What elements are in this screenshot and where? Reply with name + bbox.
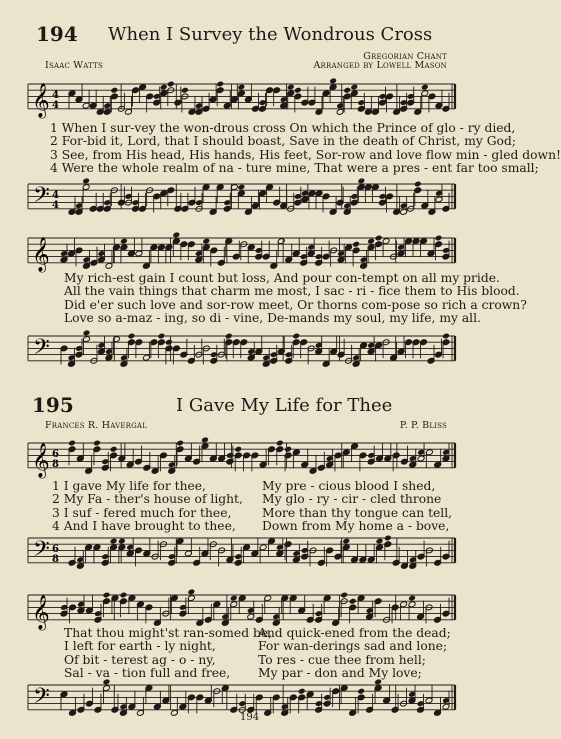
note-head [230,595,238,602]
note-head [181,87,189,94]
note-head [237,184,245,191]
verse-line: 4 Were the whole realm of na - ture mine, That were a pres - ent far too small; [50,160,539,175]
verse-line: Sal - va - tion full and free, [64,665,231,680]
verse-line: I left for earth - ly night, [64,639,216,654]
note-head [340,592,348,599]
note-head [421,84,429,91]
verse-line: All the vain things that charm me most, I sac - ri - fice them to His blood. [64,284,520,299]
note-head [187,589,195,596]
note-head [237,84,245,91]
note-head [329,78,337,85]
verse-line: Down from My home a - bove, [262,518,450,533]
note-head [342,538,350,545]
svg-text:𝄞: 𝄞 [32,443,50,478]
lyrics-194-system-1 [50,122,561,175]
verse-line: 4 And I have brought to thee, [52,518,236,533]
treble-staff-195-1 [0,432,480,478]
verse-line: To res - cue thee from hell; [258,652,426,667]
note-head [160,84,168,91]
note-head [384,535,392,542]
note-head [93,440,101,447]
verse-line: 3 I suf - fered much for thee, [52,505,232,520]
bass-staff-194-2 [0,326,480,370]
note-head [216,81,224,88]
tune-name-194: Gregorian Chant [363,51,447,62]
verse-line: 3 See, from His head, His hands, His feet, Sor-row and love flow min - gled down! [50,147,561,162]
note-head [176,440,184,447]
treble-staff-194-2 [0,226,480,274]
note-head [120,592,128,599]
verse-line: Did e'er such love and sor-row meet, Or thorns com-pose so rich a crown? [64,297,527,312]
author-194: Isaac Watts [45,60,103,71]
note-head [68,440,76,447]
note-head [352,241,360,248]
svg-text:𝄢: 𝄢 [33,537,50,567]
note-head [287,84,295,91]
note-head [120,238,128,245]
verse-line: 2 My Fa - ther's house of light, [52,492,243,507]
verse-line: My glo - ry - cir - cled throne [262,492,442,507]
note-head [201,437,209,444]
arranger-194: Arranged by Lowell Mason [313,60,447,71]
note-head [202,238,210,245]
verse-line: For wan-derings sad and lone; [258,639,448,654]
note-head [376,538,384,545]
bass-staff-194-1 [0,174,480,218]
note-head [83,330,91,337]
note-head [276,440,284,447]
note-head [367,238,375,245]
svg-text:𝄢: 𝄢 [33,183,50,213]
svg-text:4: 4 [52,100,59,111]
svg-text:8: 8 [52,554,59,565]
note-head [375,235,383,242]
note-head [110,446,118,453]
page-number: 194 [240,712,260,723]
note-head [414,181,422,188]
svg-text:𝄞: 𝄞 [32,595,50,630]
note-head [225,333,233,340]
note-head [357,178,365,185]
svg-text:8: 8 [52,459,59,470]
verse-line: My pre - cious blood I shed, [262,479,436,493]
svg-text:𝄢: 𝄢 [33,335,50,365]
note-head [294,87,302,94]
svg-text:6: 6 [52,544,59,555]
verse-line: More than thy tongue can tell, [262,505,453,520]
note-head [167,81,175,88]
lyrics-194-system-2 [64,272,527,325]
verse-line: 2 For-bid it, Lord, that I should boast, Save in the death of Christ, my God; [50,134,516,149]
hymn-title-195: I Gave My Life for Thee [176,395,393,416]
svg-text:4: 4 [52,200,59,211]
note-head [118,538,126,545]
svg-text:4: 4 [52,190,59,201]
note-head [127,333,135,340]
note-head [172,232,180,239]
lyrics-195-system-1-left [52,480,243,533]
note-head [82,178,90,185]
note-head [292,333,300,340]
note-head [357,688,365,695]
svg-text:𝄢: 𝄢 [33,684,50,714]
verse-line: My rich-est gain I count but loss, And pour con-tempt on all my pride. [64,271,500,285]
composer-195: P. P. Bliss [399,420,447,431]
note-head [165,339,173,346]
hymn-number-194: 194 [36,22,78,46]
note-head [103,592,111,599]
note-head [284,446,292,453]
note-head [110,87,118,94]
note-head [234,446,242,453]
note-head [343,87,351,94]
treble-staff-194-1 [0,72,480,120]
lyrics-195-system-1-right [262,480,452,533]
note-head [157,333,165,340]
verse-line: Love so a-maz - ing, so di - vine, De-mands my soul, my life, my all. [64,310,481,325]
note-head [110,538,118,545]
lyrics-195-system-2-right [258,627,451,680]
hymn-title-194: When I Survey the Wondrous Cross [108,24,433,45]
verse-line: Of bit - terest ag - o - ny, [64,652,216,667]
svg-text:6: 6 [52,449,59,460]
svg-text:𝄞: 𝄞 [32,83,50,118]
note-head [349,598,357,605]
verse-line: My par - don and My love; [258,665,422,680]
note-head [350,84,358,91]
note-head [435,235,443,242]
verse-line: That thou might'st ran-somed be, [64,626,273,640]
note-head [374,679,382,686]
bass-staff-195-1 [0,528,480,572]
author-195: Frances R. Havergal [45,420,148,431]
note-head [442,333,450,340]
verse-line: 1 I gave My life for thee, [52,479,206,493]
verse-line: 1 When I sur-vey the won-drous cross On which the Prince of glo - ry died, [50,121,516,135]
svg-text:4: 4 [52,90,59,101]
hymn-number-195: 195 [32,393,74,417]
verse-line: And quick-ened from the dead; [258,626,451,640]
note-head [103,679,111,686]
svg-text:𝄞: 𝄞 [32,237,50,272]
note-head [298,688,306,695]
note-head [408,595,416,602]
lyrics-195-system-2-left [64,627,272,680]
treble-staff-195-2 [0,584,480,630]
